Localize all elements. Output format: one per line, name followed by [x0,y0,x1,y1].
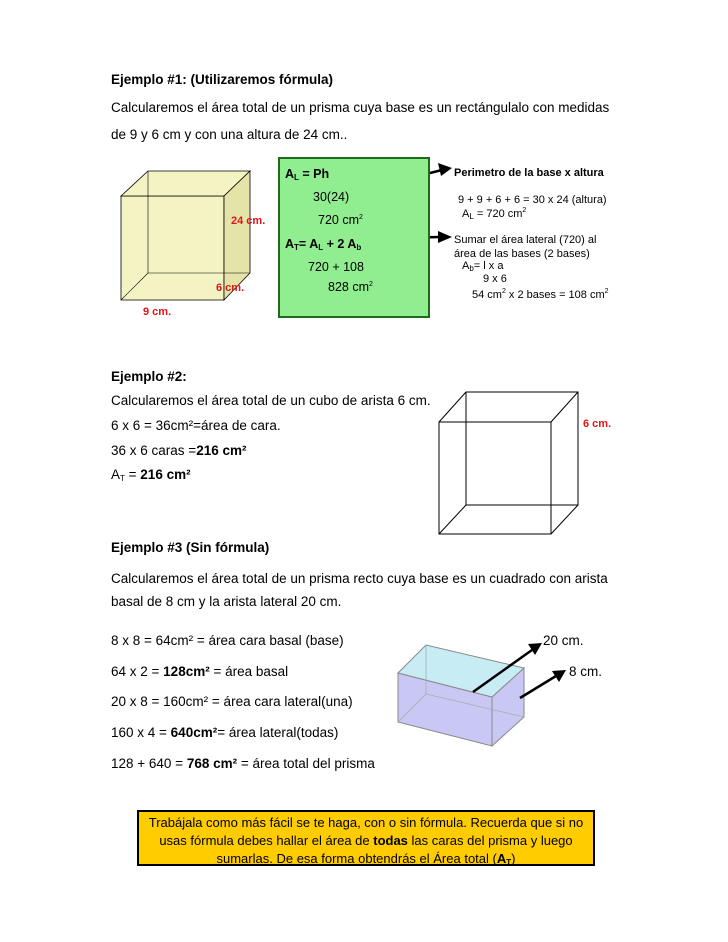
ex2-text-line2: 6 x 6 = 36cm²=área de cara. [111,418,281,433]
ex1-height-label: 24 cm. [231,215,266,227]
formula-al-result: 720 $cm^2$ [318,213,363,227]
ex1-heading: Ejemplo #1: (Utilizaremos fórmula) [111,72,334,87]
tip-note-text: Trabájala como más fácil se te haga, con o sin fórmula. Recuerda que si no usas fórmula debes hallar el área de todas las caras del prisma y luego sumarlas. De esa forma obtendrás el Área total $(A_T)$ [148,815,584,867]
ex3-length-label: 20 cm. [543,633,584,648]
note2-line1: Sumar el área lateral (720) al [454,234,597,246]
formula-at-result: 828 $cm^2$ [328,280,373,294]
ex3-step2: 64 x 2 = 128cm² = área basal [111,664,289,679]
ex3-side-label: 8 cm. [569,664,603,679]
ex3-heading: Ejemplo #3 (Sin fórmula) [111,540,270,555]
ex3-step5: 128 + 640 = 768 cm² = área total del prisma [111,756,375,771]
ex1-depth-label: 6 cm. [216,282,245,294]
ex2-text-line4: $A_T = 216$ cm² [111,467,191,483]
formula-at: $A_T= A_L + 2$ $A_b$ [285,237,362,252]
note2-line3: $A_b= l$ x a [462,260,504,273]
note2-line4: 9 x 6 [483,273,507,285]
ex2-text-line3: 36 x 6 caras =216 cm² [111,443,247,458]
ex1-text-line2: de 9 y 6 cm y con una altura de 24 cm.. [111,127,348,142]
note1-title: Perimetro de la base x altura [454,167,604,179]
formula-box [278,157,430,318]
formula-al-value: 30(24) [313,190,350,204]
ex2-edge-label: 6 cm. [583,418,612,430]
note2-line5: 54 $cm^2$ x 2 bases = 108 $cm^2$ [472,288,609,301]
cube-figure [439,392,578,534]
ex1-width-label: 9 cm. [143,306,172,318]
formula-al: $A_L = Ph$ [285,167,330,182]
ex3-step1: 8 x 8 = 64cm² = área cara basal (base) [111,633,344,648]
ex3-step3: 20 x 8 = 160cm² = área cara lateral(una) [111,694,353,709]
formula-at-value: 720 + 108 [308,260,364,274]
ex3-text-line1: Calcularemos el área total de un prisma recto cuya base es un cuadrado con arista [111,571,608,586]
ex3-step4: 160 x 4 = 640cm²= área lateral(todas) [111,725,339,740]
ex2-heading: Ejemplo #2: [111,369,187,384]
note2-line2: área de las bases (2 bases) [454,248,590,260]
ex3-text-line2: basal de 8 cm y la arista lateral 20 cm. [111,594,342,609]
ex1-text-line1: Calcularemos el área total de un prisma cuya base es un rectángulalo con medidas [111,100,610,115]
note1-line2: $A_L = 720$ $cm^2$ [462,207,527,221]
rectangular-prism-figure [121,171,250,300]
note1-line1: 9 + 9 + 6 + 6 = 30 x 24 (altura) [458,194,607,206]
ex2-text-line1: Calcularemos el área total de un cubo de arista 6 cm. [111,393,431,408]
tip-note-box [137,810,595,866]
square-prism-figure [398,643,566,746]
